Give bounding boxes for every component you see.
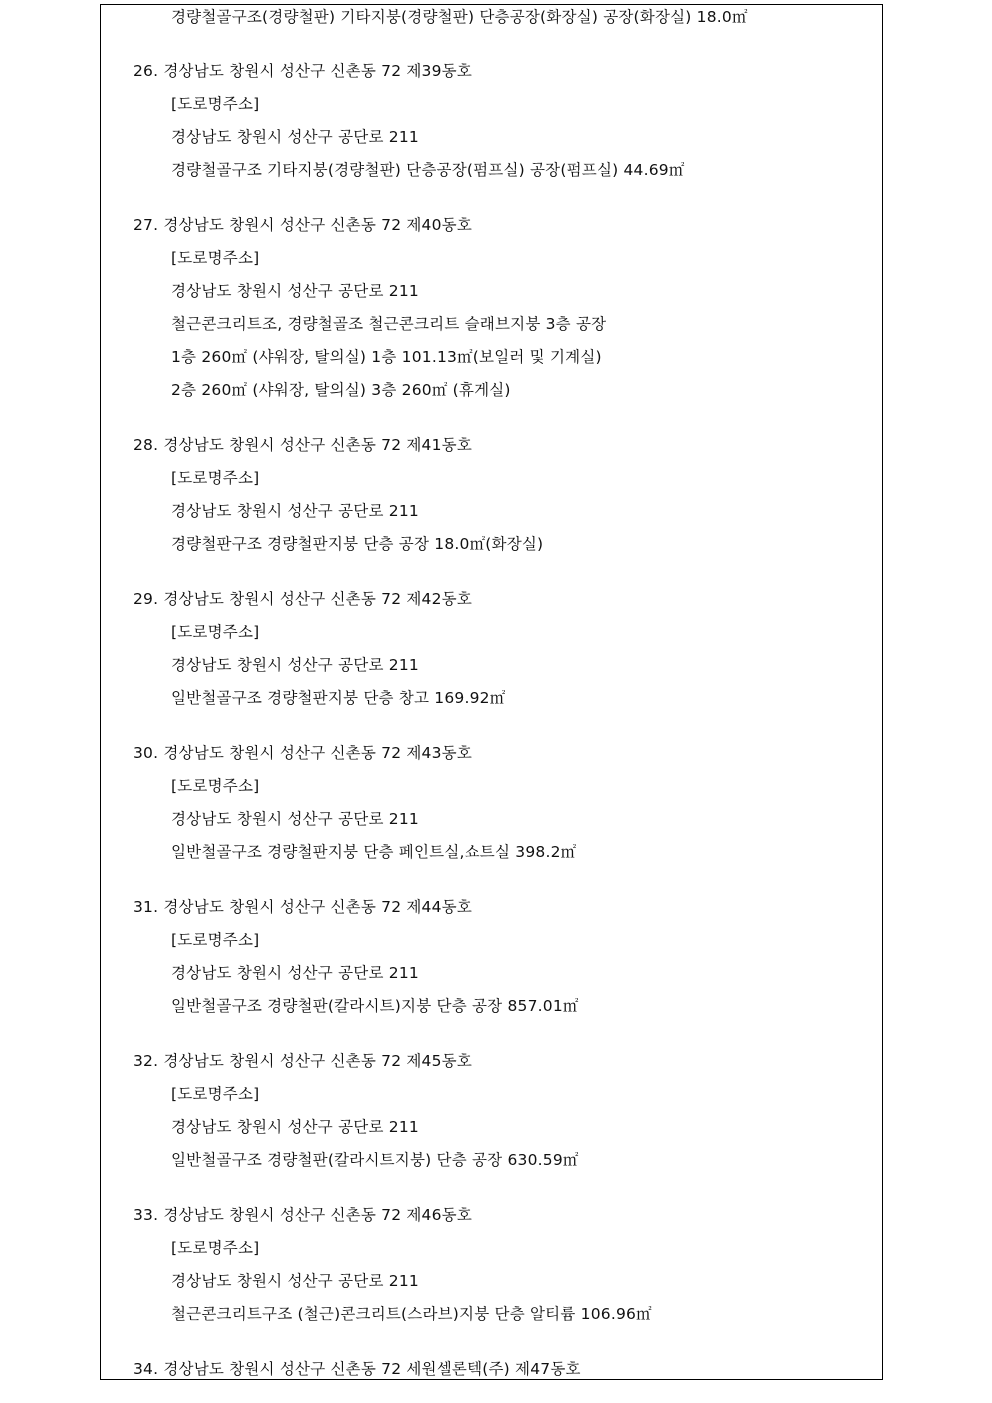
entry-heading: 33. 경상남도 창원시 성산구 신촌동 72 제46동호 (133, 1206, 473, 1224)
continued-detail-line: 경량철골구조(경량철판) 기타지붕(경량철판) 단층공장(화장실) 공장(화장실) 18.0㎡ (171, 8, 748, 26)
entry-heading: 29. 경상남도 창원시 성산구 신촌동 72 제42동호 (133, 590, 473, 608)
road-address: 경상남도 창원시 성산구 공단로 211 (171, 810, 419, 828)
road-address-label: [도로명주소] (171, 623, 260, 641)
building-detail: 철근콘크리트조, 경량철골조 철근콘크리트 슬래브지붕 3층 공장 (171, 315, 607, 333)
road-address: 경상남도 창원시 성산구 공단로 211 (171, 656, 419, 674)
building-detail: 일반철골구조 경량철판지붕 단층 페인트실,쇼트실 398.2㎡ (171, 843, 577, 861)
entry-heading: 30. 경상남도 창원시 성산구 신촌동 72 제43동호 (133, 744, 473, 762)
road-address-label: [도로명주소] (171, 249, 260, 267)
entry-heading: 26. 경상남도 창원시 성산구 신촌동 72 제39동호 (133, 62, 473, 80)
road-address-label: [도로명주소] (171, 469, 260, 487)
building-detail: 경량철판구조 경량철판지붕 단층 공장 18.0㎡(화장실) (171, 535, 544, 553)
entry-heading: 27. 경상남도 창원시 성산구 신촌동 72 제40동호 (133, 216, 473, 234)
building-detail: 일반철골구조 경량철판지붕 단층 창고 169.92㎡ (171, 689, 506, 707)
road-address-label: [도로명주소] (171, 1239, 260, 1257)
road-address-label: [도로명주소] (171, 931, 260, 949)
road-address-label: [도로명주소] (171, 777, 260, 795)
road-address-label: [도로명주소] (171, 1085, 260, 1103)
building-detail: 2층 260㎡ (샤워장, 탈의실) 3층 260㎡ (휴게실) (171, 381, 511, 399)
road-address: 경상남도 창원시 성산구 공단로 211 (171, 282, 419, 300)
entry-heading: 32. 경상남도 창원시 성산구 신촌동 72 제45동호 (133, 1052, 473, 1070)
entry-heading: 34. 경상남도 창원시 성산구 신촌동 72 세원셀론텍(주) 제47동호 (133, 1360, 581, 1378)
building-detail: 경량철골구조 기타지붕(경량철판) 단층공장(펌프실) 공장(펌프실) 44.69㎡ (171, 161, 685, 179)
road-address-label: [도로명주소] (171, 95, 260, 113)
road-address: 경상남도 창원시 성산구 공단로 211 (171, 964, 419, 982)
road-address: 경상남도 창원시 성산구 공단로 211 (171, 128, 419, 146)
road-address: 경상남도 창원시 성산구 공단로 211 (171, 1272, 419, 1290)
building-detail: 일반철골구조 경량철판(칼라시트지붕) 단층 공장 630.59㎡ (171, 1151, 579, 1169)
building-detail: 철근콘크리트구조 (철근)콘크리트(스라브)지붕 단층 알티륨 106.96㎡ (171, 1305, 652, 1323)
entry-heading: 28. 경상남도 창원시 성산구 신촌동 72 제41동호 (133, 436, 473, 454)
building-detail: 1층 260㎡ (샤워장, 탈의실) 1층 101.13㎡(보일러 및 기계실) (171, 348, 602, 366)
building-detail: 일반철골구조 경량철판(칼라시트)지붕 단층 공장 857.01㎡ (171, 997, 579, 1015)
entry-heading: 31. 경상남도 창원시 성산구 신촌동 72 제44동호 (133, 898, 473, 916)
road-address: 경상남도 창원시 성산구 공단로 211 (171, 1118, 419, 1136)
road-address: 경상남도 창원시 성산구 공단로 211 (171, 502, 419, 520)
